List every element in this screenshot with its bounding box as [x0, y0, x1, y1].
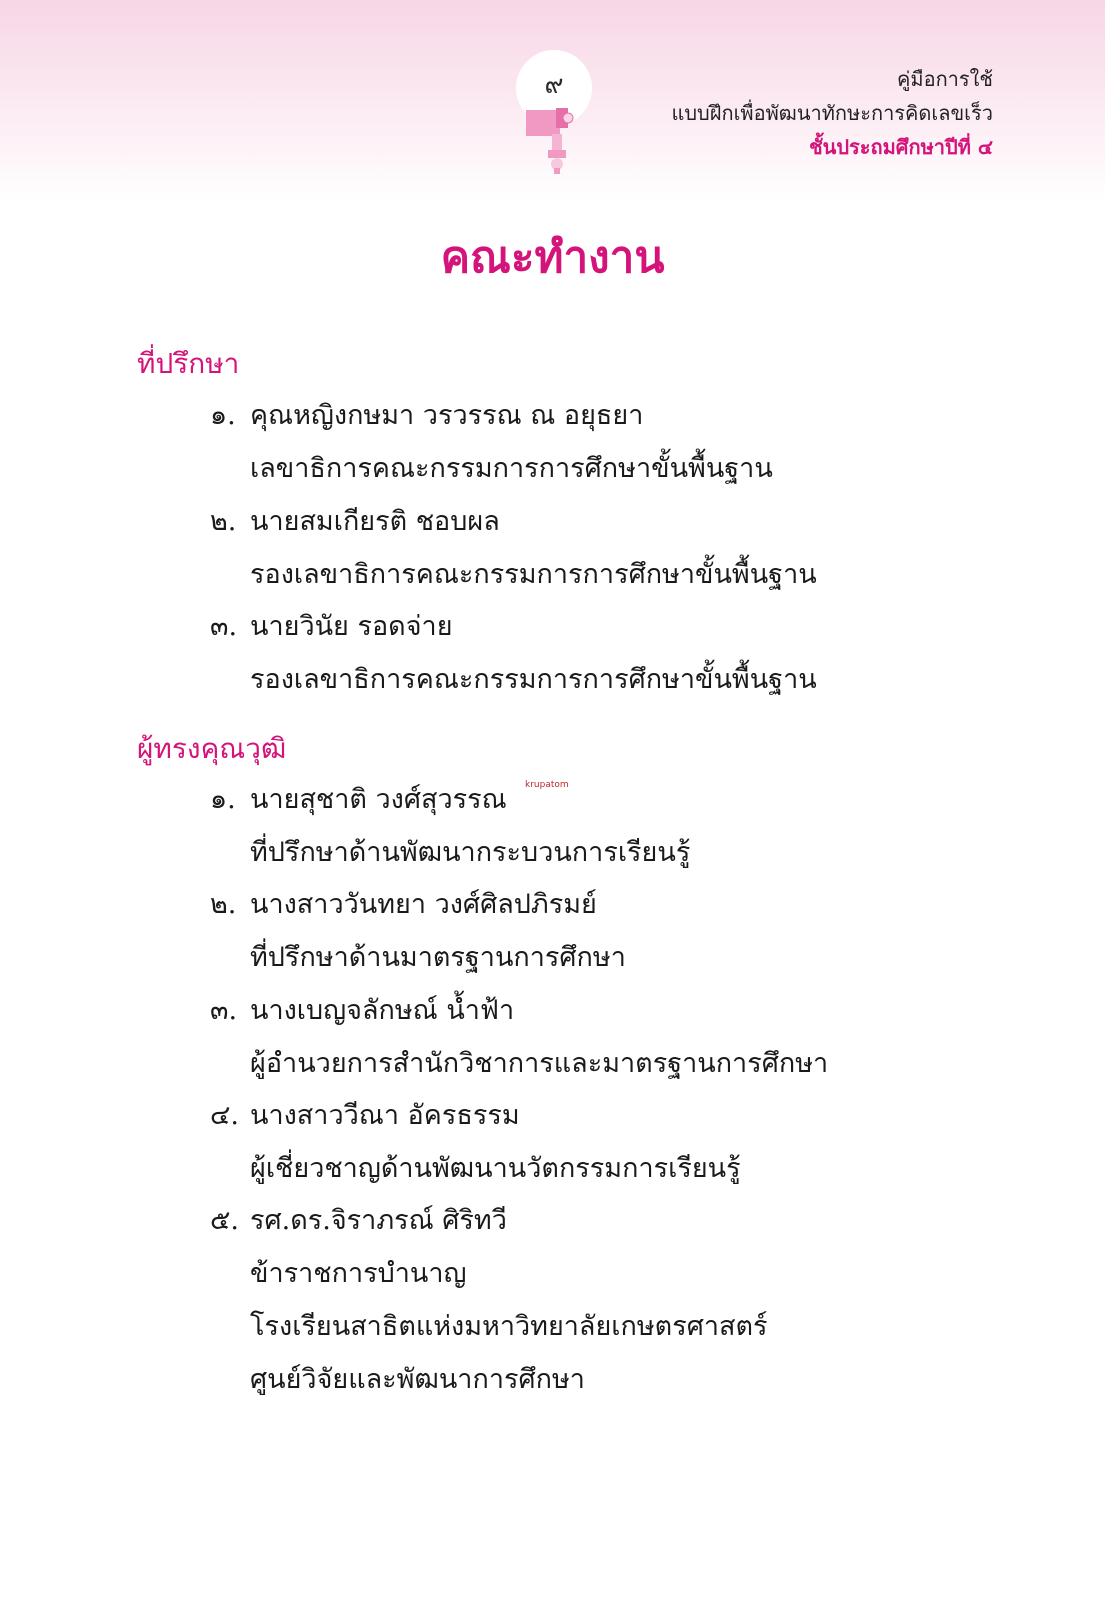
header-text — [671, 62, 993, 164]
person-role: ที่ปรึกษาด้านพัฒนากระบวนการเรียนรู้ — [250, 837, 691, 868]
list-item — [210, 1194, 768, 1406]
person-role: ที่ปรึกษาด้านมาตรฐานการศึกษา — [250, 942, 626, 973]
person-affiliation: ศูนย์วิจัยและพัฒนาการศึกษา — [250, 1364, 585, 1395]
person-role: ข้าราชการบำนาญ — [250, 1258, 467, 1289]
person-name: รศ.ดร.จิราภรณ์ ศิริทวี — [250, 1205, 507, 1236]
person-name: นางเบญจลักษณ์ น้ำฟ้า — [250, 995, 515, 1026]
page-title: คณะทำงาน — [440, 232, 665, 283]
item-number: ๔. — [210, 1100, 240, 1131]
section-heading-advisors: ที่ปรึกษา — [137, 347, 240, 380]
person-affiliation: โรงเรียนสาธิตแห่งมหาวิทยาลัยเกษตรศาสตร์ — [250, 1311, 768, 1342]
header-grade-level: ชั้นประถมศึกษาปีที่ ๔ — [809, 135, 993, 159]
list-item — [210, 495, 817, 601]
person-name: นายวินัย รอดจ่าย — [250, 611, 453, 642]
person-name: นางสาววีณา อัครธรรม — [250, 1100, 520, 1131]
header-book-title: แบบฝึกเพื่อพัฒนาทักษะการคิดเลขเร็ว — [671, 101, 993, 125]
figure-illustration-icon — [526, 108, 596, 174]
person-name: นางสาววันทยา วงศ์ศิลปภิรมย์ — [250, 889, 597, 920]
person-role: รองเลขาธิการคณะกรรมการการศึกษาขั้นพื้นฐาน — [250, 664, 817, 695]
person-role: รองเลขาธิการคณะกรรมการการศึกษาขั้นพื้นฐาน — [250, 559, 817, 590]
list-item — [210, 773, 690, 879]
person-name: นายสุชาติ วงศ์สุวรรณ — [250, 784, 507, 815]
item-number: ๓. — [210, 995, 238, 1026]
list-item — [210, 1089, 741, 1195]
item-number: ๒. — [210, 889, 237, 920]
item-number: ๑. — [210, 400, 236, 431]
item-number: ๑. — [210, 784, 236, 815]
list-item — [210, 984, 828, 1090]
page-number: ๙ — [544, 70, 564, 100]
person-role: ผู้อำนวยการสำนักวิชาการและมาตรฐานการศึกษา — [250, 1048, 829, 1079]
item-number: ๒. — [210, 506, 237, 537]
person-role: ผู้เชี่ยวชาญด้านพัฒนานวัตกรรมการเรียนรู้ — [250, 1153, 741, 1184]
list-item — [210, 389, 773, 495]
header-manual-label: คู่มือการใช้ — [897, 67, 993, 91]
person-name: นายสมเกียรติ ชอบผล — [250, 506, 500, 537]
item-number: ๕. — [210, 1205, 240, 1236]
person-name: คุณหญิงกษมา วรวรรณ ณ อยุธยา — [250, 400, 644, 431]
item-number: ๓. — [210, 611, 238, 642]
person-role: เลขาธิการคณะกรรมการการศึกษาขั้นพื้นฐาน — [250, 453, 773, 484]
section-heading-experts: ผู้ทรงคุณวุฒิ — [137, 732, 287, 765]
list-item — [210, 600, 817, 706]
list-item — [210, 878, 626, 984]
watermark-text: krupatom — [525, 780, 569, 790]
